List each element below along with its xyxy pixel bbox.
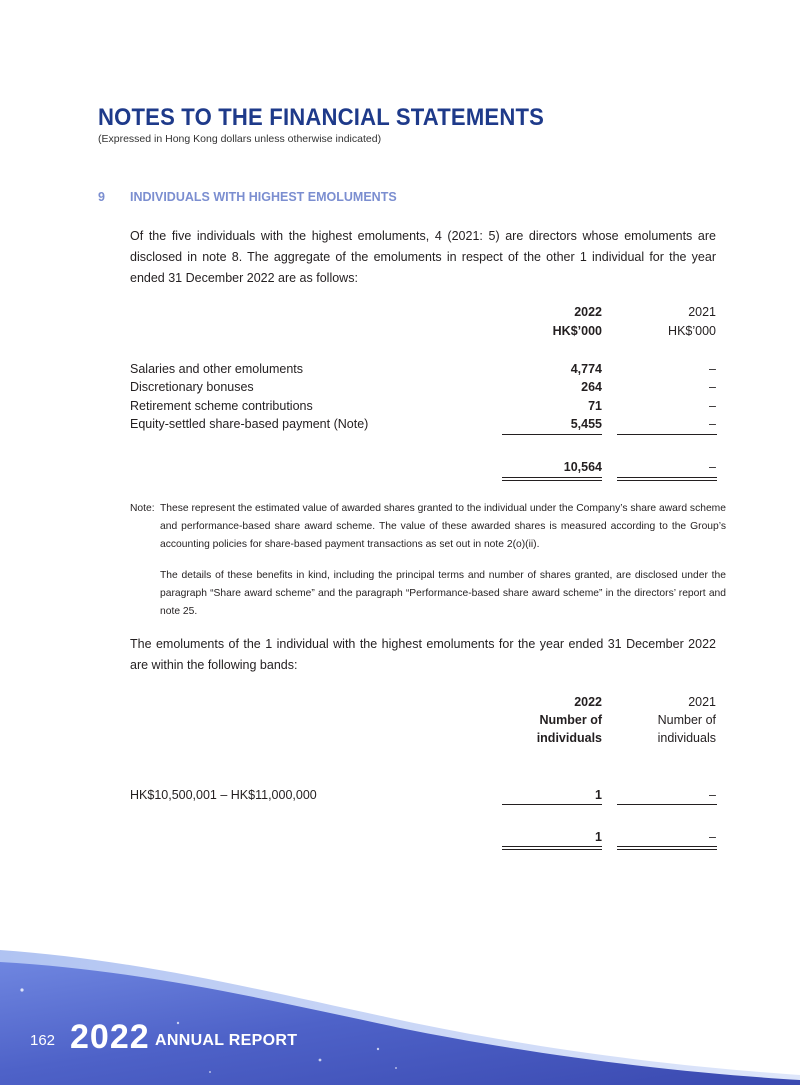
bands-subtotal-rule-2021 bbox=[617, 804, 717, 805]
table1-row-value-2021: – bbox=[709, 362, 716, 376]
table1-col2-year: 2021 bbox=[688, 305, 716, 319]
page-subtitle: (Expressed in Hong Kong dollars unless otherwise indicated) bbox=[98, 133, 382, 145]
section-number: 9 bbox=[98, 190, 105, 204]
bands-intro: The emoluments of the 1 individual with the highest emoluments for the year ended 31 December 2022 are within the following bands: bbox=[130, 637, 716, 672]
table1-col1-unit: HK$’000 bbox=[552, 324, 602, 338]
table1-total-2021: – bbox=[709, 460, 716, 474]
note-paragraph-1: These represent the estimated value of awarded shares granted to the individual under the Company’s share award scheme and performance-based share award scheme. The value of these awarded shares is measured according to the Group’s accounting policies for share-based payment transactions as set out in note 2(o)(ii). bbox=[160, 503, 726, 550]
table1-row-label: Equity-settled share-based payment (Note) bbox=[130, 417, 369, 431]
table2-col1-unit-line2: individuals bbox=[536, 731, 602, 745]
table1-total-2022: 10,564 bbox=[563, 460, 602, 474]
table1-col1-year: 2022 bbox=[574, 305, 602, 319]
table1-row-value-2021: – bbox=[709, 399, 716, 413]
total-double-rule-2021 bbox=[617, 477, 717, 481]
table2-col1-year: 2022 bbox=[574, 695, 602, 709]
table1-row-label: Discretionary bonuses bbox=[130, 380, 254, 394]
note-prefix: Note: bbox=[130, 503, 155, 514]
table1-row-value-2022: 264 bbox=[581, 380, 602, 394]
subtotal-rule-2022 bbox=[502, 434, 602, 435]
total-double-rule-2022 bbox=[502, 477, 602, 481]
note-paragraph-2: The details of these benefits in kind, including the principal terms and number of shares granted, are disclosed under the paragraph “Share award scheme” and the paragraph “Performance-based share award scheme” in the directors’ report and note 25. bbox=[160, 570, 726, 617]
table2-col2-unit-line2: individuals bbox=[657, 731, 716, 745]
table1-row-value-2022: 5,455 bbox=[570, 417, 602, 431]
table1-row-label: Retirement scheme contributions bbox=[130, 399, 313, 413]
section-title: INDIVIDUALS WITH HIGHEST EMOLUMENTS bbox=[130, 190, 397, 204]
section-intro: Of the five individuals with the highest emoluments, 4 (2021: 5) are directors whose emoluments are disclosed in note 8. The aggregate of the emoluments in respect of the other 1 individual for the year ended 31 December 2022 are as follows: bbox=[130, 229, 716, 285]
table1-row-label: Salaries and other emoluments bbox=[130, 362, 304, 376]
bands-total-double-rule-2022 bbox=[502, 846, 602, 850]
table2-col2-unit-line1: Number of bbox=[657, 713, 716, 727]
bands-subtotal-rule-2022 bbox=[502, 804, 602, 805]
table1-row-value-2022: 4,774 bbox=[570, 362, 602, 376]
page-number: 162 bbox=[30, 1032, 56, 1049]
table1-col2-unit: HK$’000 bbox=[668, 324, 716, 338]
subtotal-rule-2021 bbox=[617, 434, 717, 435]
table2-row-label: HK$10,500,001 – HK$11,000,000 bbox=[130, 788, 317, 802]
table2-row-value-2022: 1 bbox=[595, 788, 602, 802]
report-year: 2022 bbox=[70, 1018, 150, 1056]
table2-col1-unit-line1: Number of bbox=[539, 713, 602, 727]
table1-row-value-2021: – bbox=[709, 417, 716, 431]
table2-total-2021: – bbox=[709, 830, 716, 844]
table1-row-value-2021: – bbox=[709, 380, 716, 394]
table2-col2-year: 2021 bbox=[688, 695, 716, 709]
table2-row-value-2021: – bbox=[709, 788, 716, 802]
page-title: NOTES TO THE FINANCIAL STATEMENTS bbox=[98, 104, 545, 131]
bands-total-double-rule-2021 bbox=[617, 846, 717, 850]
table1-row-value-2022: 71 bbox=[588, 399, 602, 413]
table2-total-2022: 1 bbox=[595, 830, 602, 844]
annual-report-label: ANNUAL REPORT bbox=[155, 1032, 298, 1049]
